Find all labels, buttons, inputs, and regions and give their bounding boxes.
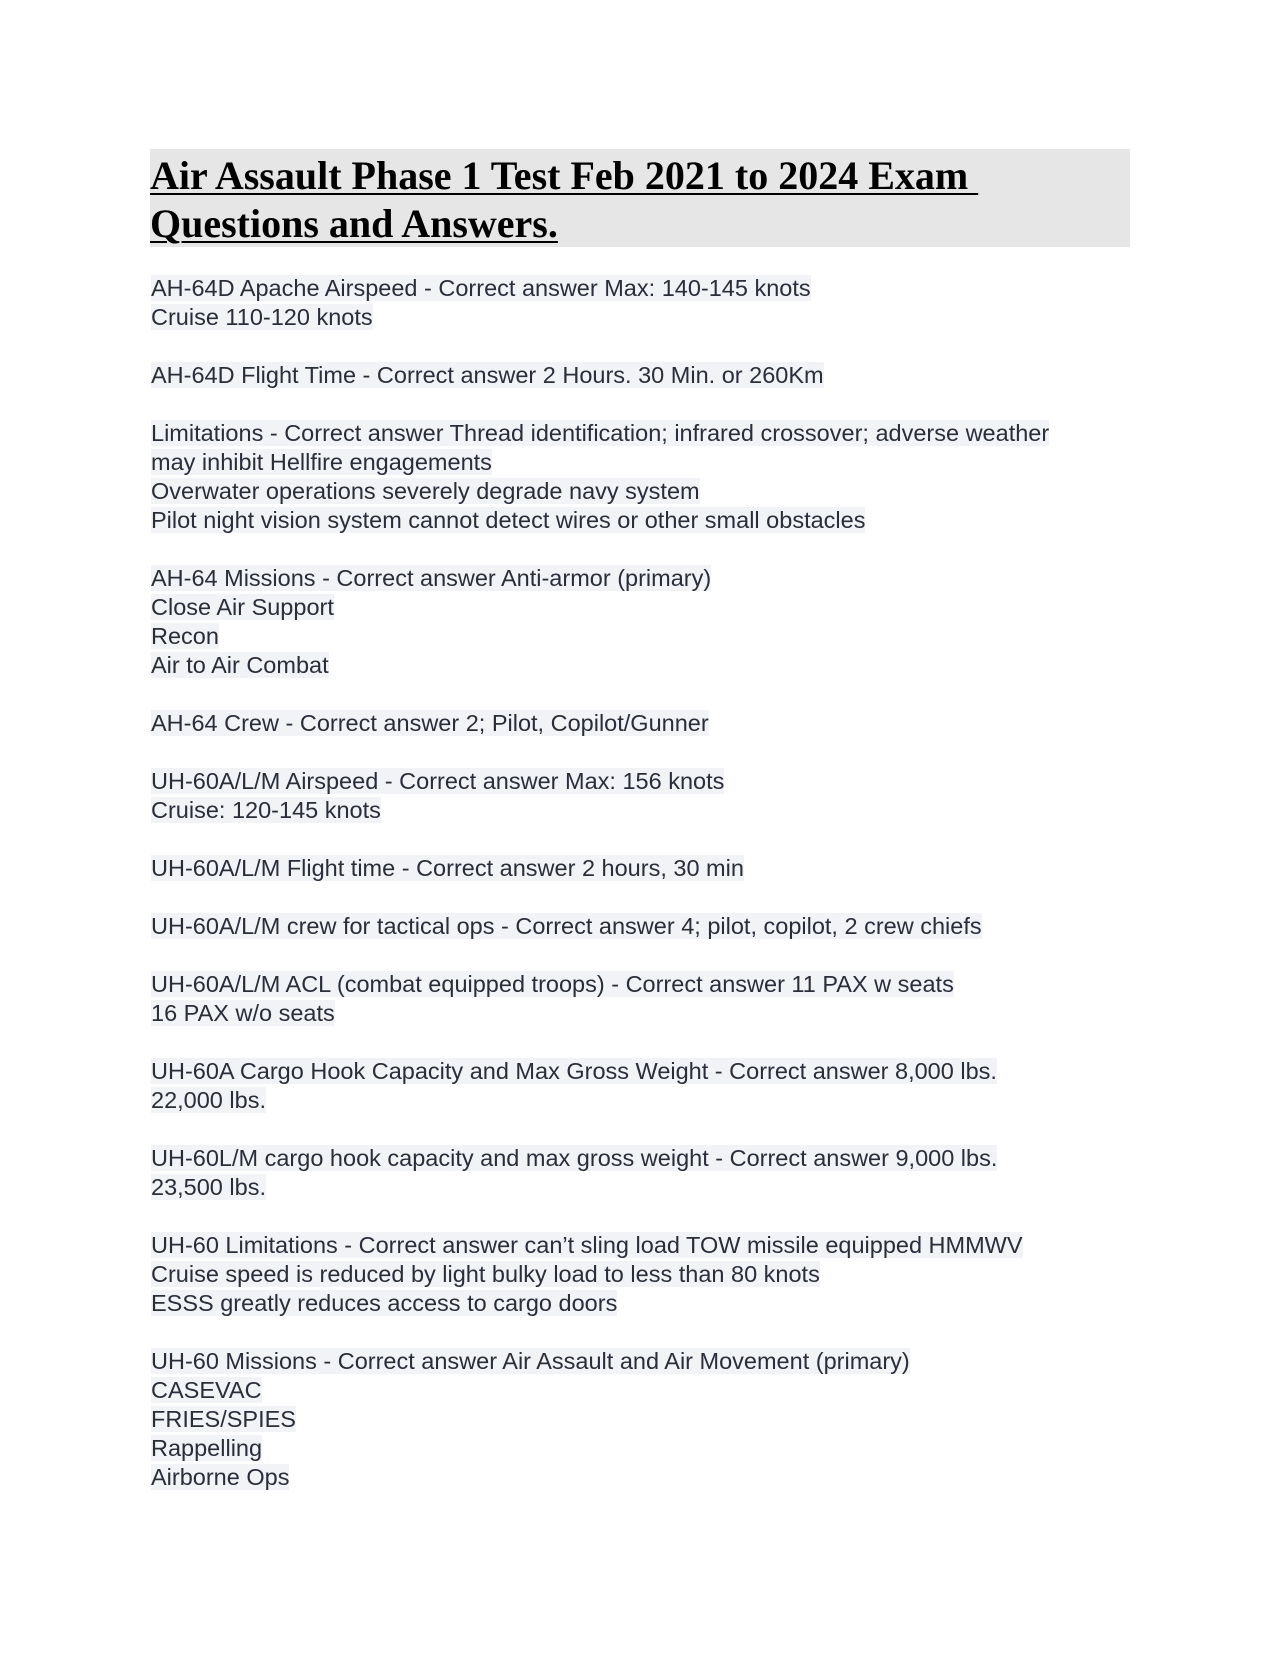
qa-line xyxy=(151,506,1131,535)
qa-line-text: UH-60 Missions - Correct answer Air Assault and Air Movement (primary) xyxy=(151,1348,910,1374)
qa-line-text: Air to Air Combat xyxy=(151,652,329,678)
qa-line xyxy=(151,1376,1131,1405)
qa-line xyxy=(151,912,1131,941)
qa-line-text: ESSS greatly reduces access to cargo doors xyxy=(151,1290,618,1316)
qa-line-text: Close Air Support xyxy=(151,594,334,620)
page-title-line-1: Air Assault Phase 1 Test Feb 2021 to 2024 Exam xyxy=(150,153,979,198)
qa-line xyxy=(151,651,1131,680)
qa-line xyxy=(151,1347,1131,1376)
page-title-line-2: Questions and Answers. xyxy=(150,201,558,246)
qa-item xyxy=(151,419,1131,535)
qa-line xyxy=(151,1405,1131,1434)
qa-line-text: 22,000 lbs. xyxy=(151,1087,266,1113)
qa-line-text: AH-64 Crew - Correct answer 2; Pilot, Copilot/Gunner xyxy=(151,710,709,736)
qa-line xyxy=(151,999,1131,1028)
qa-line-text: UH-60A/L/M Airspeed - Correct answer Max: 156 knots xyxy=(151,768,725,794)
qa-item xyxy=(151,854,1131,883)
qa-line xyxy=(151,854,1131,883)
qa-item xyxy=(151,1347,1131,1492)
qa-line-text: UH-60A Cargo Hook Capacity and Max Gross Weight - Correct answer 8,000 lbs. xyxy=(151,1058,997,1084)
qa-line-text: AH-64D Flight Time - Correct answer 2 Hours. 30 Min. or 260Km xyxy=(151,362,824,388)
qa-line xyxy=(151,767,1131,796)
qa-item xyxy=(151,1144,1131,1202)
qa-line-text: CASEVAC xyxy=(151,1377,262,1403)
qa-line-text: UH-60L/M cargo hook capacity and max gross weight - Correct answer 9,000 lbs. xyxy=(151,1145,998,1171)
qa-line xyxy=(151,477,1131,506)
qa-line xyxy=(151,709,1131,738)
qa-line-text: AH-64D Apache Airspeed - Correct answer Max: 140-145 knots xyxy=(151,275,811,301)
qa-item xyxy=(151,970,1131,1028)
qa-line-text: UH-60A/L/M ACL (combat equipped troops) - Correct answer 11 PAX w seats xyxy=(151,971,954,997)
qa-line-text: AH-64 Missions - Correct answer Anti-armor (primary) xyxy=(151,565,712,591)
qa-line xyxy=(151,593,1131,622)
qa-item xyxy=(151,709,1131,738)
qa-item xyxy=(151,1231,1131,1318)
qa-line-text: may inhibit Hellfire engagements xyxy=(151,449,492,475)
qa-item xyxy=(151,274,1131,332)
qa-line xyxy=(151,274,1131,303)
qa-line-text: UH-60A/L/M crew for tactical ops - Correct answer 4; pilot, copilot, 2 crew chiefs xyxy=(151,913,982,939)
qa-item xyxy=(151,1057,1131,1115)
qa-line-text: 16 PAX w/o seats xyxy=(151,1000,335,1026)
qa-line xyxy=(151,564,1131,593)
qa-line xyxy=(151,1144,1131,1173)
qa-line-text: Cruise: 120-145 knots xyxy=(151,797,381,823)
qa-item xyxy=(151,361,1131,390)
qa-line-text: Limitations - Correct answer Thread identification; infrared crossover; adverse weather xyxy=(151,420,1050,446)
qa-line xyxy=(151,1231,1131,1260)
qa-line-text: Cruise 110-120 knots xyxy=(151,304,373,330)
qa-list xyxy=(151,274,1131,1521)
qa-line-text: UH-60 Limitations - Correct answer can’t sling load TOW missile equipped HMMWV xyxy=(151,1232,1023,1258)
qa-line-text: 23,500 lbs. xyxy=(151,1174,266,1200)
qa-line xyxy=(151,796,1131,825)
qa-line-text: Rappelling xyxy=(151,1435,263,1461)
qa-line xyxy=(151,303,1131,332)
qa-line xyxy=(151,1086,1131,1115)
qa-line xyxy=(151,1289,1131,1318)
qa-line xyxy=(151,1463,1131,1492)
qa-item xyxy=(151,912,1131,941)
qa-line-text: UH-60A/L/M Flight time - Correct answer 2 hours, 30 min xyxy=(151,855,744,881)
qa-line xyxy=(151,1173,1131,1202)
qa-line-text: Recon xyxy=(151,623,219,649)
qa-line-text: Cruise speed is reduced by light bulky load to less than 80 knots xyxy=(151,1261,820,1287)
qa-line xyxy=(151,622,1131,651)
qa-line-text: Airborne Ops xyxy=(151,1464,290,1490)
qa-line xyxy=(151,1434,1131,1463)
qa-line xyxy=(151,448,1131,477)
qa-line xyxy=(151,361,1131,390)
qa-line-text: Overwater operations severely degrade navy system xyxy=(151,478,700,504)
qa-line-text: FRIES/SPIES xyxy=(151,1406,296,1432)
qa-line xyxy=(151,419,1131,448)
qa-line xyxy=(151,1260,1131,1289)
qa-item xyxy=(151,767,1131,825)
qa-line-text: Pilot night vision system cannot detect wires or other small obstacles xyxy=(151,507,866,533)
qa-line xyxy=(151,1057,1131,1086)
qa-line xyxy=(151,970,1131,999)
qa-item xyxy=(151,564,1131,680)
